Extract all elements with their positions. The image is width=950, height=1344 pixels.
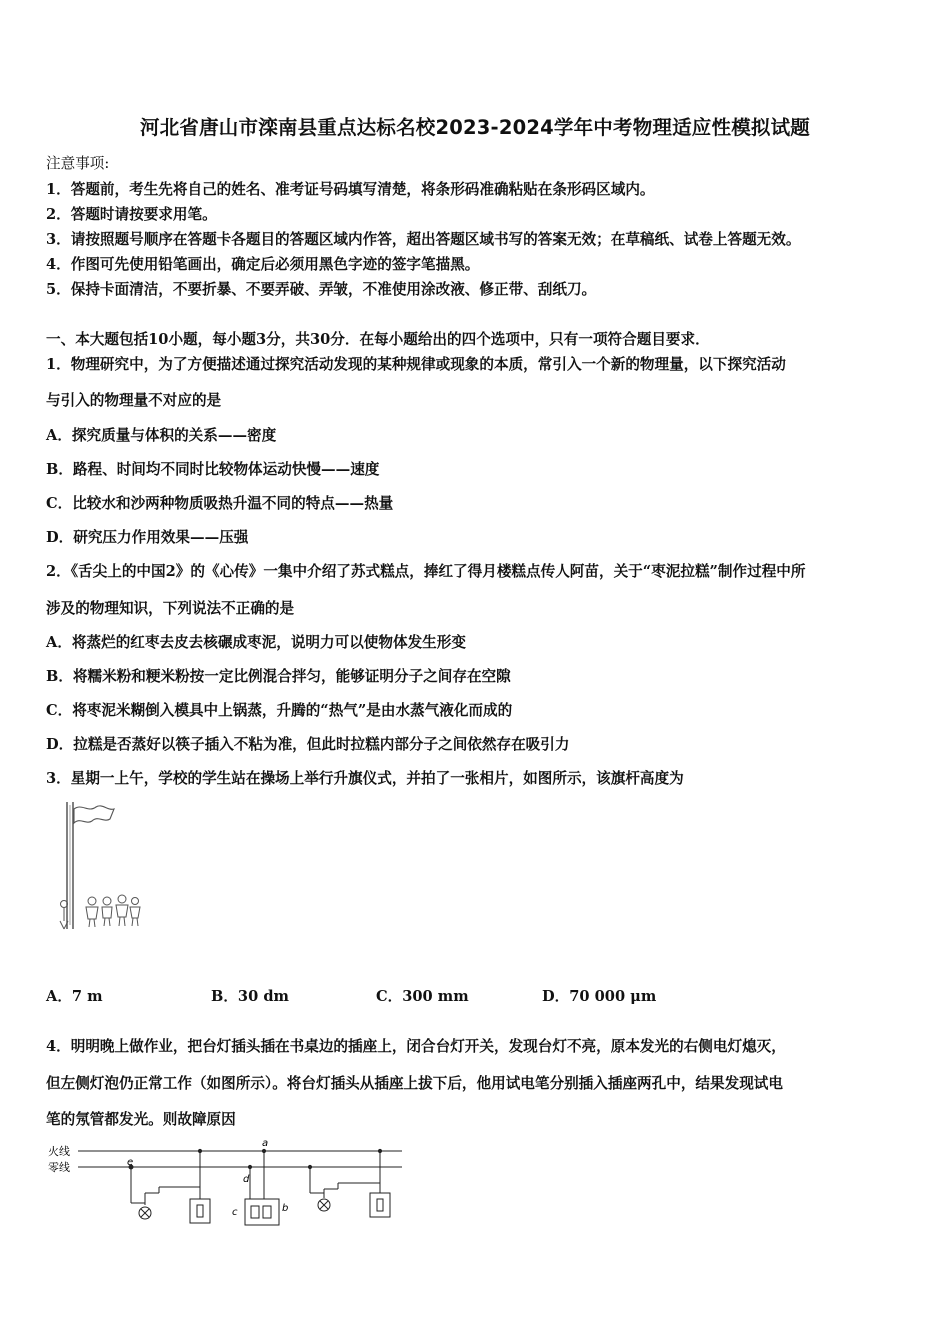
notice-item-2: 2．答题时请按要求用笔。 bbox=[46, 206, 217, 223]
q1-stem-line1: 1．物理研究中，为了方便描述通过探究活动发现的某种规律或现象的本质，常引入一个新的物理量，以下探究活动 bbox=[46, 356, 786, 373]
q4-stem-line3: 笔的氖管都发光。则故障原因 bbox=[46, 1111, 236, 1128]
q1-option-a: A．探究质量与体积的关系——密度 bbox=[46, 427, 277, 444]
notice-item-1: 1．答题前，考生先将自己的姓名、准考证号码填写清楚，将条形码准确粘贴在条形码区域内。 bbox=[46, 181, 655, 198]
q2-option-d: D．拉糕是否蒸好以筷子插入不粘为准，但此时拉糕内部分子之间依然存在吸引力 bbox=[46, 736, 570, 753]
q3-option-c: C．300 mm bbox=[376, 988, 469, 1005]
left-lamp-circuit bbox=[129, 1149, 210, 1223]
point-d-label: d bbox=[243, 1174, 250, 1185]
point-c-label: c bbox=[232, 1207, 238, 1218]
point-a-label: a bbox=[262, 1138, 269, 1149]
q2-option-c: C．将枣泥米糊倒入模具中上锅蒸，升腾的“热气”是由水蒸气液化而成的 bbox=[46, 702, 513, 719]
q4-stem-line1: 4．明明晚上做作业，把台灯插头插在书桌边的插座上，闭合台灯开关，发现台灯不亮，原本发光的右侧电灯熄灭， bbox=[46, 1038, 786, 1055]
point-b-label: b bbox=[282, 1203, 289, 1214]
q3-stem: 3．星期一上午，学校的学生站在操场上举行升旗仪式，并拍了一张相片，如图所示，该旗杆高度为 bbox=[46, 770, 684, 787]
neutral-wire-label: 零线 bbox=[48, 1161, 70, 1174]
section-heading: 一、本大题包括10小题，每小题3分，共30分．在每小题给出的四个选项中，只有一项符合题目要求． bbox=[46, 331, 710, 348]
flagpole-figure bbox=[52, 797, 152, 937]
q3-option-b: B．30 dm bbox=[211, 988, 289, 1005]
q1-stem-line2: 与引入的物理量不对应的是 bbox=[46, 392, 222, 409]
q4-stem-line2: 但左侧灯泡仍正常工作（如图所示）。将台灯插头从插座上拔下后，他用试电笔分别插入插座两孔中，结果发现试电 bbox=[46, 1075, 783, 1092]
q3-option-d: D．70 000 μm bbox=[542, 988, 657, 1005]
point-e-label: e bbox=[127, 1157, 134, 1168]
notice-heading: 注意事项: bbox=[46, 155, 110, 172]
q1-option-d: D．研究压力作用效果——压强 bbox=[46, 529, 249, 546]
q2-stem-line2: 涉及的物理知识，下列说法不正确的是 bbox=[46, 600, 295, 617]
socket-circuit bbox=[245, 1149, 279, 1225]
circuit-diagram bbox=[42, 1135, 412, 1235]
live-wire-label: 火线 bbox=[48, 1145, 70, 1158]
notice-item-3: 3．请按照题号顺序在答题卡各题目的答题区域内作答，超出答题区域书写的答案无效；在草稿纸、试卷上答题无效。 bbox=[46, 231, 801, 248]
q1-option-b: B．路程、时间均不同时比较物体运动快慢——速度 bbox=[46, 461, 380, 478]
q2-option-a: A．将蒸烂的红枣去皮去核碾成枣泥，说明力可以使物体发生形变 bbox=[46, 634, 466, 651]
q2-option-b: B．将糯米粉和粳米粉按一定比例混合拌匀，能够证明分子之间存在空隙 bbox=[46, 668, 511, 685]
notice-item-4: 4．作图可先使用铅笔画出，确定后必须用黑色字迹的签字笔描黑。 bbox=[46, 256, 480, 273]
q2-stem-line1: 2．《舌尖上的中国2》的《心传》一集中介绍了苏式糕点，捧红了得月楼糕点传人阿苗，关于“枣泥拉糕”制作过程中所 bbox=[46, 563, 806, 580]
notice-item-5: 5．保持卡面清洁，不要折暴、不要弄破、弄皱，不准使用涂改液、修正带、刮纸刀。 bbox=[46, 281, 597, 298]
page-title: 河北省唐山市滦南县重点达标名校2023-2024学年中考物理适应性模拟试题 bbox=[139, 116, 811, 139]
q1-option-c: C．比较水和沙两种物质吸热升温不同的特点——热量 bbox=[46, 495, 394, 512]
q3-option-a: A．7 m bbox=[46, 988, 103, 1005]
right-lamp-circuit bbox=[308, 1149, 390, 1217]
